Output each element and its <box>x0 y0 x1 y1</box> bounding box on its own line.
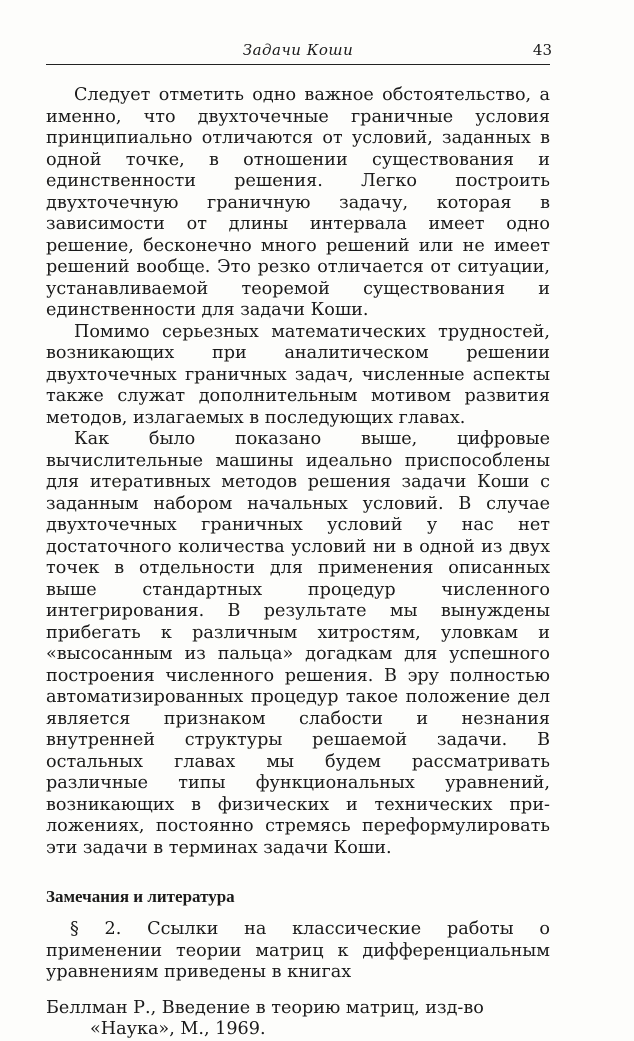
book-page <box>46 38 550 1041</box>
bibliography-entry: Беллман Р., Введение в теорию матриц, изд-во «Наука», М., 1969. <box>46 997 484 1039</box>
section-heading: Замечания и литература <box>46 887 235 906</box>
page-header <box>46 38 550 65</box>
note-paragraph: § 2. Ссылки на классические работы о применении теории матриц к дифференциальным уравнениям приведены в книгах <box>46 919 550 982</box>
page-number: 43 <box>532 41 552 59</box>
paragraph-1: Следует отметить одно важное обстоятельство, а именно, что двухточечные граничные условия принципиально отличаются от условий, заданных в одной точке, в отношении существования и единственности решения. Легко построить двухточечную граничную задачу, которая в зависимости от длины интервала имеет одно решение, бесконечно много решений или не имеет решений вообще. Это резко отличается от ситуации, устанавливаемой теоремой существования и единственности для задачи Коши. <box>46 85 550 320</box>
running-title: Задачи Коши <box>242 41 354 59</box>
notes-block <box>46 919 550 984</box>
paragraph-3: Как было показано выше, цифровые вычислительные машины идеально приспособлены для итеративных методов решения задачи Коши с заданным набором начальных условий. В случае двухточечных граничных условий у нас нет достаточного количества условий ни в одной из двух точек в отдельности для применения описанных выше стандартных процедур численного интегрирования. В результате мы вынуждены прибегать к различным хитростям, уловкам и «высосанным из пальца» догадкам для успешного построения численного решения. В эру полностью автоматизированных процедур такое положение дел является признаком слабости и незнания внутренней структуры решаемой задачи. В остальных главах мы будем рассматривать различные типы функциональных уравнений, возникающих в физических и технических приложениях, постоянно стремясь переформулировать эти задачи в терминах задачи Коши. <box>46 429 550 858</box>
body-text <box>46 85 550 859</box>
paragraph-2: Помимо серьезных математических трудностей, возникающих при аналитическом решении двухточечных граничных задач, численные аспекты также служат дополнительным мотивом развития методов, излагаемых в последующих главах. <box>46 321 550 428</box>
